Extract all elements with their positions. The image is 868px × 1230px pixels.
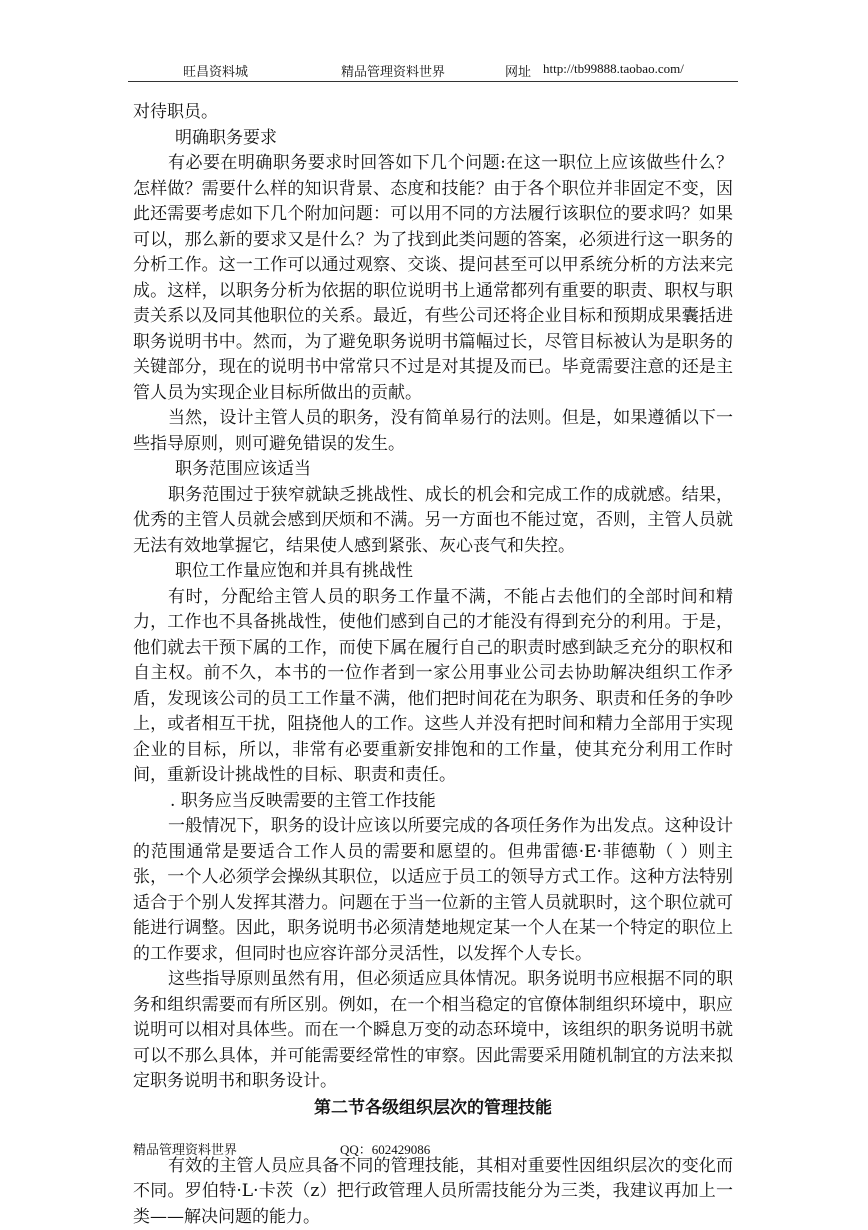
page-header [0, 61, 868, 81]
header-url-link[interactable]: http://tb99888.taobao.com/ [543, 61, 684, 77]
subheading-clarify-job-requirements: 明确职务要求 [133, 126, 733, 152]
footer-left-text: 精品管理资料世界 [133, 1139, 237, 1158]
paragraph-2: 当然，设计主管人员的职务，没有简单易行的法则。但是，如果遵循以下一些指导原则，则可避免错误的发生。 [133, 406, 733, 457]
paragraph-1: 有必要在明确职务要求时回答如下几个问题:在这一职位上应该做些什么？怎样做？需要什么样的知识背景、态度和技能？由于各个职位并非固定不变，因此还需要考虑如下几个附加问题：可以用不同的方法履行该职位的要求吗？如果可以，那么新的要求又是什么？为了找到此类问题的答案，必须进行这一职务的分析工作。这一工作可以通过观察、交谈、提问甚至可以甲系统分析的方法来完成。这样，以职务分析为依据的职位说明书上通常都列有重要的职责、职权与职责关系以及同其他职位的关系。最近，有些公司还将企业目标和预期成果囊括进职务说明书中。然而，为了避免职务说明书篇幅过长，尽管目标被认为是职务的关键部分，现在的说明书中常常只不过是对其提及而已。毕竟需要注意的还是主管人员为实现企业目标所做出的贡献。 [133, 151, 733, 406]
paragraph-6: 这些指导原则虽然有用，但必须适应具体情况。职务说明书应根据不同的职务和组织需要而有所区别。例如，在一个相当稳定的官僚体制组织环境中，职应说明可以相对具体些。而在一个瞬息万变的动态环境中，该组织的职务说明书就可以不那么具体，并可能需要经常性的审察。因此需要采用随机制宜的方法来拟定职务说明书和职务设计。 [133, 967, 733, 1095]
section-title: 第二节各级组织层次的管理技能 [133, 1095, 733, 1121]
paragraph-4: 有时，分配给主管人员的职务工作量不满，不能占去他们的全部时间和精力，工作也不具备挑战性，使他们感到自己的才能没有得到充分的利用。于是，他们就去干预下属的工作，而使下属在履行自己的职责时感到缺乏充分的职权和自主权。前不久，本书的一位作者到一家公用事业公司去协助解决组织工作矛盾，发现该公司的员工工作量不满，他们把时间花在为职务、职责和任务的争吵上，或者相互干扰，阻挠他人的工作。这些人并没有把时间和精力全部用于实现企业的目标，所以，非常有必要重新安排饱和的工作量，使其充分利用工作时间，重新设计挑战性的目标、职责和责任。 [133, 585, 733, 789]
subheading-workload: 职位工作量应饱和并具有挑战性 [133, 559, 733, 585]
header-url-label: 网址 [505, 61, 531, 80]
header-divider [128, 81, 738, 82]
paragraph-7: 有效的主管人员应具备不同的管理技能，其相对重要性因组织层次的变化而不同。罗伯特·L·卡茨（z）把行政管理人员所需技能分为三类，我建议再加上一类——解决问题的能力。 [133, 1154, 733, 1230]
paragraph-3: 职务范围过于狭窄就缺乏挑战性、成长的机会和完成工作的成就感。结果，优秀的主管人员就会感到厌烦和不满。另一方面也不能过宽，否则，主管人员就无法有效地掌握它，结果使人感到紧张、灰心丧气和失控。 [133, 483, 733, 560]
document-body [133, 100, 733, 1230]
paragraph-5: 一般情况下，职务的设计应该以所要完成的各项任务作为出发点。这种设计的范围通常是要适合工作人员的需要和愿望的。但弗雷德·E·菲德勒（ ）则主张，一个人必须学会操纵其职位，以适应于员工的领导方式工作。这种方法特别适合于个别人发挥其潜力。问题在于当一位新的主管人员就职时，这个职位就可能进行调整。因此，职务说明书必须清楚地规定某一个人在某一个特定的职位上的工作要求，但同时也应容许部分灵活性，以发挥个人专长。 [133, 814, 733, 967]
header-left-text: 旺昌资料城 [183, 61, 248, 80]
header-center-text: 精品管理资料世界 [341, 61, 445, 80]
footer-qq-text: QQ：602429086 [340, 1139, 430, 1158]
subheading-job-scope: 职务范围应该适当 [133, 457, 733, 483]
subheading-required-skills: . 职务应当反映需要的主管工作技能 [133, 789, 733, 815]
paragraph-0: 对待职员。 [133, 100, 733, 126]
